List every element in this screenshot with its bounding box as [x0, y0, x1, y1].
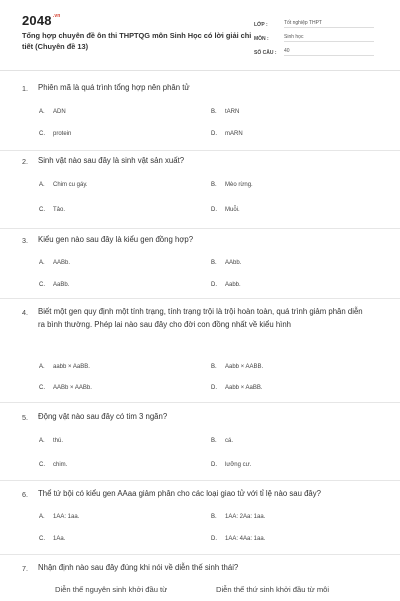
option-text: tARN	[225, 109, 240, 115]
option-letter: C.	[39, 282, 45, 288]
option-letter: D.	[211, 462, 217, 468]
option-text: chim.	[53, 462, 68, 468]
option-text: AaBb.	[53, 282, 70, 288]
option-b-partial[interactable]	[216, 585, 329, 594]
option-d[interactable]	[211, 385, 263, 391]
option-text: 1AA: 1aa.	[53, 514, 80, 520]
option-letter: A.	[39, 364, 45, 370]
question-text: Phiên mã là quá trình tổng hợp nên phân tử	[38, 83, 190, 92]
option-b[interactable]	[211, 260, 241, 266]
meta-label: SỐ CÂU :	[254, 50, 277, 56]
question-number: 4.	[22, 308, 28, 317]
option-b[interactable]	[211, 182, 253, 188]
question-number: 2.	[22, 157, 28, 166]
question-text: Động vật nào sau đây có tim 3 ngăn?	[38, 412, 168, 421]
option-text: Chim cu gáy.	[53, 182, 88, 188]
option-text: thú.	[53, 438, 64, 444]
option-letter: A.	[39, 260, 45, 266]
option-text: Aabb × AaBB.	[225, 385, 263, 391]
option-letter: B.	[211, 182, 217, 188]
site-logo[interactable]	[22, 13, 61, 28]
meta-value: 40	[284, 48, 374, 56]
meta-label: LỚP :	[254, 22, 268, 28]
option-c[interactable]	[39, 207, 65, 213]
option-text: Diễn thế nguyên sinh khởi đầu từ	[55, 585, 168, 594]
option-text: protein	[53, 131, 72, 137]
option-letter: D.	[211, 282, 217, 288]
option-d[interactable]	[211, 207, 240, 213]
option-text: mARN	[225, 131, 243, 137]
question-4	[0, 298, 400, 403]
option-letter: D.	[211, 536, 217, 542]
option-letter: B.	[211, 260, 217, 266]
question-text: Nhận định nào sau đây đúng khi nói về diễn thế sinh thái?	[38, 563, 239, 572]
logo-text: 2048	[22, 13, 52, 28]
option-letter: A.	[39, 182, 45, 188]
option-d[interactable]	[211, 282, 241, 288]
option-letter: C.	[39, 207, 45, 213]
question-5	[0, 402, 400, 481]
option-letter: C.	[39, 462, 45, 468]
option-letter: C.	[39, 131, 45, 137]
question-2	[0, 150, 400, 229]
option-b[interactable]	[211, 364, 263, 370]
option-text: AAbb.	[225, 260, 242, 266]
option-a[interactable]	[39, 514, 79, 520]
option-a[interactable]	[39, 109, 66, 115]
option-d[interactable]	[211, 536, 265, 542]
option-c[interactable]	[39, 536, 65, 542]
meta-row-class	[254, 14, 374, 28]
document-meta	[254, 14, 374, 56]
option-c[interactable]	[39, 282, 69, 288]
option-text: Mèo rừng.	[225, 182, 253, 188]
option-letter: D.	[211, 131, 217, 137]
question-number: 3.	[22, 236, 28, 245]
option-text: Tảo.	[53, 207, 66, 213]
option-d[interactable]	[211, 131, 243, 137]
option-c[interactable]	[39, 131, 71, 137]
option-text: Aabb.	[225, 282, 241, 288]
question-6	[0, 480, 400, 555]
meta-value: Sinh học	[284, 34, 374, 42]
question-1	[0, 70, 400, 150]
question-number: 7.	[22, 564, 28, 573]
option-c[interactable]	[39, 385, 92, 391]
meta-value: Tốt nghiệp THPT	[284, 20, 374, 28]
option-letter: A.	[39, 514, 45, 520]
option-a[interactable]	[39, 182, 88, 188]
option-a[interactable]	[39, 260, 70, 266]
option-letter: C.	[39, 536, 45, 542]
question-number: 5.	[22, 413, 28, 422]
option-b[interactable]	[211, 109, 239, 115]
option-c[interactable]	[39, 462, 67, 468]
option-letter: D.	[211, 207, 217, 213]
question-3	[0, 228, 400, 299]
option-letter: B.	[211, 109, 217, 115]
question-7	[0, 554, 400, 601]
meta-label: MÔN :	[254, 36, 269, 42]
option-text: aabb × AaBB.	[53, 364, 90, 370]
question-number: 6.	[22, 490, 28, 499]
option-text: lưỡng cư.	[225, 462, 252, 468]
option-b[interactable]	[211, 514, 265, 520]
option-text: AABb.	[53, 260, 71, 266]
option-letter: B.	[211, 364, 217, 370]
option-d[interactable]	[211, 462, 251, 468]
option-a-partial[interactable]	[55, 585, 167, 594]
option-letter: B.	[211, 438, 217, 444]
option-letter: A.	[39, 109, 45, 115]
option-a[interactable]	[39, 364, 90, 370]
logo-suffix: .vn	[52, 13, 61, 19]
meta-row-subject	[254, 28, 374, 42]
question-text: Sinh vật nào sau đây là sinh vật sản xuất?	[38, 156, 185, 165]
option-a[interactable]	[39, 438, 63, 444]
option-letter: A.	[39, 438, 45, 444]
question-text: Biết một gen quy định một tính trạng, tính trạng trội là trội hoàn toàn, quá trình giảm phân diễn ra bình thường. Phép lai nào sau đây cho đời con đồng nhất về kiểu hình	[38, 307, 363, 329]
option-text: AABb × AABb.	[53, 385, 92, 391]
option-text: Diễn thế thứ sinh khởi đầu từ môi	[216, 585, 330, 594]
option-text: 1Aa.	[53, 536, 66, 542]
option-text: Muỗi.	[225, 207, 240, 213]
option-text: 1AA: 2Aa: 1aa.	[225, 514, 266, 520]
option-b[interactable]	[211, 438, 233, 444]
question-text: Thể tứ bội có kiểu gen AAaa giảm phân cho các loại giao tử với tỉ lệ nào sau đây?	[38, 489, 321, 498]
option-text: ADN	[53, 109, 66, 115]
option-text: 1AA: 4Aa: 1aa.	[225, 536, 266, 542]
option-text: Aabb × AABB.	[225, 364, 264, 370]
option-letter: B.	[211, 514, 217, 520]
option-letter: D.	[211, 385, 217, 391]
option-letter: C.	[39, 385, 45, 391]
document-header	[0, 0, 400, 71]
meta-row-count	[254, 42, 374, 56]
option-text: cá.	[225, 438, 234, 444]
question-number: 1.	[22, 84, 28, 93]
question-text: Kiểu gen nào sau đây là kiểu gen đồng hợp?	[38, 235, 194, 244]
document-title: Tổng hợp chuyên đề ôn thi THPTQG môn Sinh Học có lời giải chi tiết (Chuyên đề 13)	[22, 31, 252, 51]
